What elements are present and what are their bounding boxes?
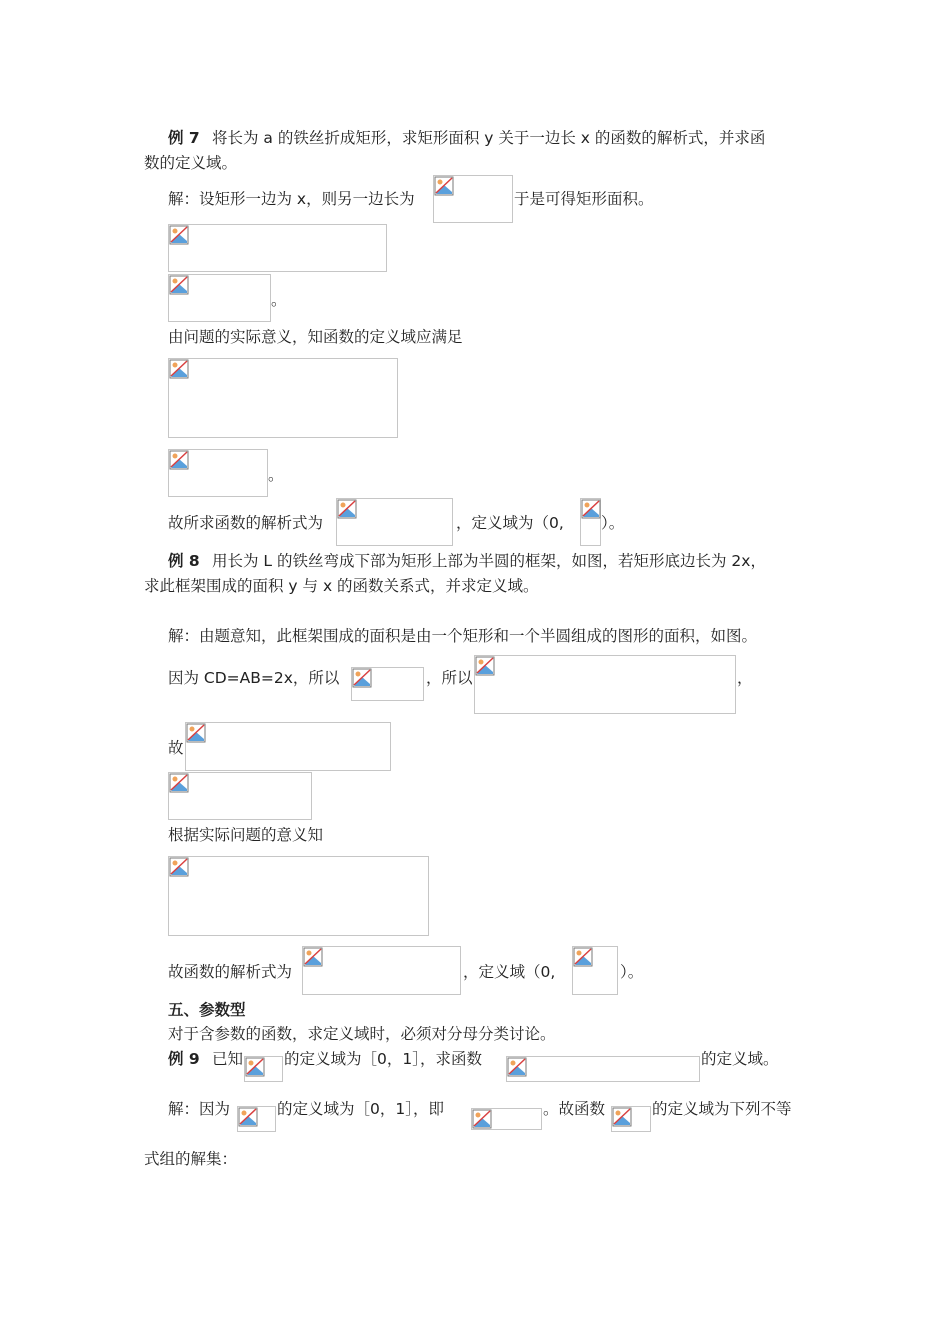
broken-image-icon [169, 225, 189, 245]
example-7-solution-line3c: ）。 [601, 514, 625, 532]
formula-image [471, 1108, 542, 1130]
example-8-question-line2: 求此框架围成的面积 y 与 x 的函数关系式，并求定义域。 [144, 577, 539, 595]
broken-image-icon [475, 656, 495, 676]
example-8-solution-line2a: 因为 CD=AB=2x，所以 [168, 669, 340, 687]
broken-image-icon [612, 1107, 632, 1127]
example-7-question-line1: 将长为 a 的铁丝折成矩形，求矩形面积 y 关于一边长 x 的函数的解析式，并求函 [212, 129, 766, 147]
example-8-solution-line5b: ，定义域（0, [463, 963, 556, 981]
formula-image [168, 449, 268, 497]
formula-image [168, 224, 387, 272]
example-8-solution-line4: 根据实际问题的意义知 [168, 826, 324, 844]
formula-image [611, 1106, 651, 1132]
formula-image [433, 175, 513, 223]
example-8-label: 例 8 [168, 552, 200, 570]
broken-image-icon [245, 1057, 265, 1077]
example-9-question-b: 的定义域为［0，1］，求函数 [284, 1050, 482, 1068]
example-8-solution-line2b: ，所以 [426, 669, 473, 687]
section-heading: 五、参数型 [168, 1001, 246, 1019]
formula-image [168, 772, 312, 820]
example-8-solution-line5a: 故函数的解析式为 [168, 963, 293, 981]
example-9-question-c: 的定义域。 [701, 1050, 779, 1068]
broken-image-icon [169, 450, 189, 470]
formula-image [302, 946, 461, 995]
formula-image [580, 498, 601, 546]
example-9-solution-a: 解：因为 [168, 1100, 231, 1118]
broken-image-icon [507, 1057, 527, 1077]
formula-image [572, 946, 618, 995]
formula-image [244, 1056, 283, 1082]
example-9-solution-d: 的定义域为下列不等 [652, 1100, 792, 1118]
broken-image-icon [337, 499, 357, 519]
formula-image [168, 358, 398, 438]
example-8-solution-line5c: ）。 [620, 963, 644, 981]
example-9-solution-c: 。故函数 [543, 1100, 606, 1118]
formula-image [185, 722, 391, 771]
broken-image-icon [573, 947, 593, 967]
example-9-label: 例 9 [168, 1050, 200, 1068]
example-7-question-line2: 数的定义域。 [144, 154, 238, 172]
example-8-solution-line2c: ， [737, 669, 753, 687]
broken-image-icon [434, 176, 454, 196]
broken-image-icon [581, 499, 601, 519]
formula-image [168, 856, 429, 936]
formula-image [237, 1106, 276, 1132]
example-9-question-a: 已知 [212, 1050, 244, 1068]
example-8-question-line1: 用长为 L 的铁丝弯成下部为矩形上部为半圆的框架，如图，若矩形底边长为 2x， [212, 552, 766, 570]
example-7-solution-line3b: ，定义域为（0, [456, 514, 564, 532]
example-7-solution-line1a: 解：设矩形一边为 x，则另一边长为 [168, 190, 415, 208]
formula-image [168, 274, 271, 322]
broken-image-icon [186, 723, 206, 743]
example-8-solution-line1: 解：由题意知，此框架围成的面积是由一个矩形和一个半圆组成的图形的面积，如图。 [168, 627, 758, 645]
broken-image-icon [303, 947, 323, 967]
section-intro: 对于含参数的函数，求定义域时，必须对分母分类讨论。 [168, 1025, 556, 1043]
example-9-solution-b: 的定义域为［0，1］，即 [277, 1100, 444, 1118]
broken-image-icon [352, 668, 372, 688]
broken-image-icon [169, 359, 189, 379]
broken-image-icon [238, 1107, 258, 1127]
formula-image [336, 498, 453, 546]
broken-image-icon [169, 857, 189, 877]
example-7-solution-line3a: 故所求函数的解析式为 [168, 514, 324, 532]
period: 。 [271, 291, 287, 309]
period: 。 [268, 466, 284, 484]
example-7-solution-line2: 由问题的实际意义，知函数的定义域应满足 [168, 328, 463, 346]
example-7-label: 例 7 [168, 129, 200, 147]
formula-image [506, 1056, 700, 1082]
example-9-solution-line2: 式组的解集： [144, 1150, 238, 1168]
broken-image-icon [169, 773, 189, 793]
formula-image [351, 667, 424, 701]
example-8-solution-line3: 故 [168, 739, 184, 757]
example-7-solution-line1b: 于是可得矩形面积。 [514, 190, 654, 208]
broken-image-icon [169, 275, 189, 295]
broken-image-icon [472, 1109, 492, 1129]
formula-image [474, 655, 736, 714]
